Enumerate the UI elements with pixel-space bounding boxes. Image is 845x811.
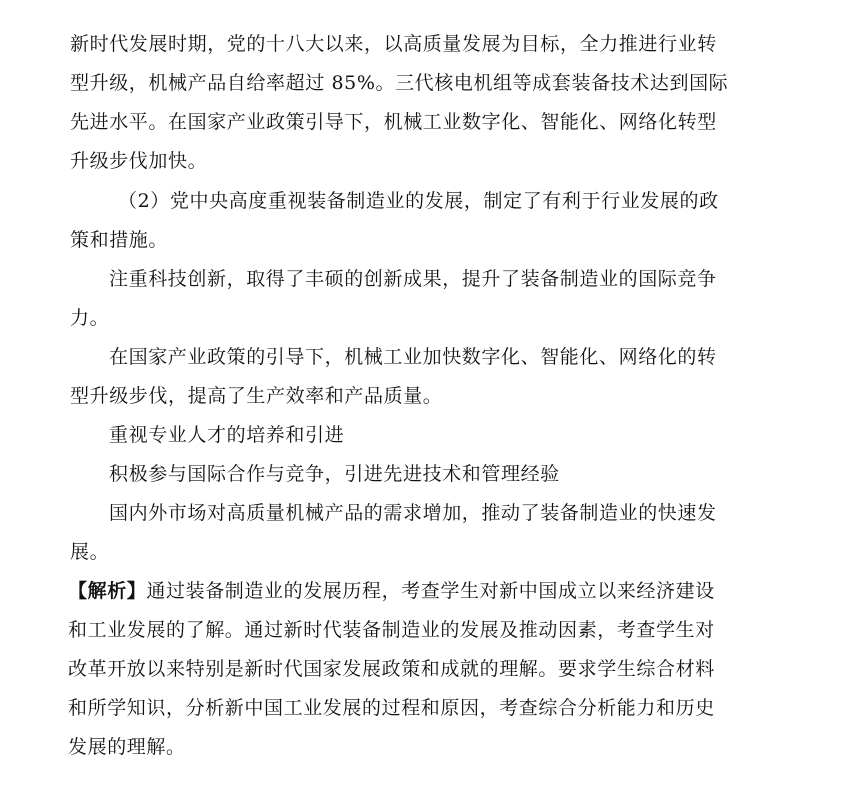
text-line: 升级步伐加快。: [70, 150, 208, 172]
text-line: 在国家产业政策的引导下，机械工业加快数字化、智能化、网络化的转: [109, 346, 717, 368]
text-line: （2）党中央高度重视装备制造业的发展，制定了有利于行业发展的政: [118, 190, 719, 212]
text-line: 积极参与国际合作与竞争，引进先进技术和管理经验: [109, 463, 560, 485]
text-line: 重视专业人才的培养和引进: [109, 424, 345, 446]
text-line: [68, 578, 715, 604]
text-line: 发展的理解。: [68, 736, 186, 758]
text-line: 和工业发展的了解。通过新时代装备制造业的发展及推动因素，考查学生对: [68, 619, 715, 641]
text-line: 国内外市场对高质量机械产品的需求增加，推动了装备制造业的快速发: [109, 502, 717, 524]
text-line: 展。: [70, 541, 110, 563]
text-line: 注重科技创新，取得了丰硕的创新成果，提升了装备制造业的国际竞争: [109, 268, 717, 290]
text-line: 改革开放以来特别是新时代国家发展政策和成就的理解。要求学生综合材料: [68, 658, 715, 680]
text-line: 力。: [70, 307, 110, 329]
text-line: 型升级，机械产品自给率超过 85%。三代核电机组等成套装备技术达到国际: [70, 72, 729, 94]
text-line: 新时代发展时期，党的十八大以来，以高质量发展为目标，全力推进行业转: [70, 33, 717, 55]
text-line: 先进水平。在国家产业政策引导下，机械工业数字化、智能化、网络化转型: [70, 111, 717, 133]
analysis-text: 通过装备制造业的发展历程，考查学生对新中国成立以来经济建设: [146, 580, 715, 602]
text-line: 和所学知识，分析新中国工业发展的过程和原因，考查综合分析能力和历史: [68, 697, 715, 719]
analysis-tag: 【解析】: [68, 580, 147, 602]
text-line: 型升级步伐，提高了生产效率和产品质量。: [70, 385, 443, 407]
text-line: 策和措施。: [70, 229, 169, 251]
